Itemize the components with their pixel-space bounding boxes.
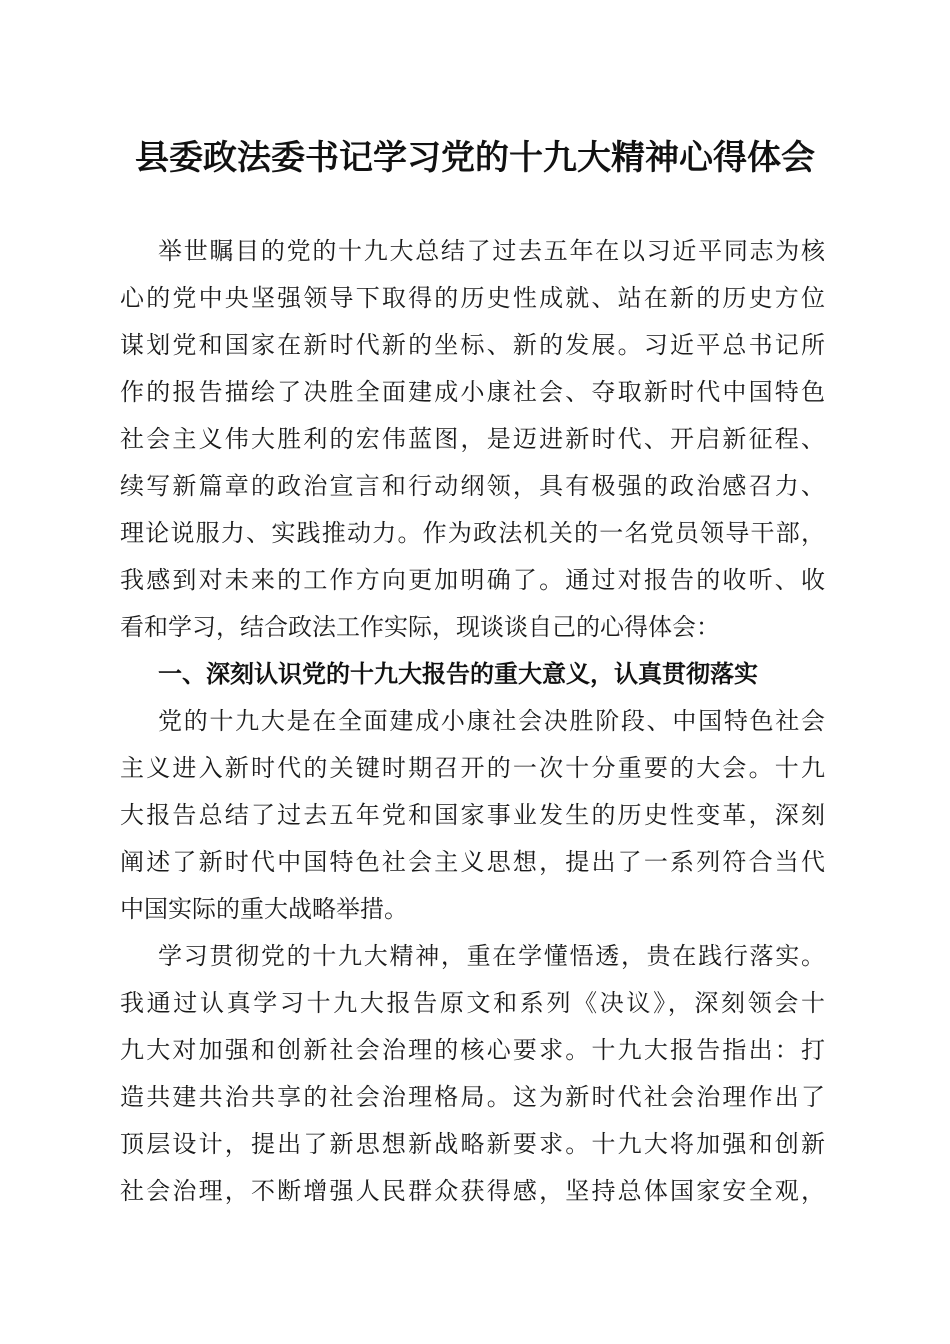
text-line: 作的报告描绘了决胜全面建成小康社会、夺取新时代中国特色: [120, 378, 825, 406]
section-heading: 一、深刻认识党的十九大报告的重大意义，认真贯彻落实: [158, 660, 758, 688]
text-line: 大报告总结了过去五年党和国家事业发生的历史性变革，深刻: [120, 801, 825, 829]
text-line: 社会治理，不断增强人民群众获得感，坚持总体国家安全观，: [120, 1177, 825, 1205]
text-line: 学习贯彻党的十九大精神，重在学懂悟透，贵在践行落实。: [158, 942, 825, 970]
text-line: 看和学习，结合政法工作实际，现谈谈自己的心得体会：: [120, 613, 720, 641]
paragraph-1: [120, 228, 825, 651]
text-line: 心的党中央坚强领导下取得的历史性成就、站在新的历史方位: [120, 284, 825, 312]
text-line: 谋划党和国家在新时代新的坐标、新的发展。习近平总书记所: [120, 331, 825, 359]
text-line: 我通过认真学习十九大报告原文和系列《决议》，深刻领会十: [120, 989, 825, 1017]
paragraph-3: [120, 933, 825, 1215]
text-line: 九大对加强和创新社会治理的核心要求。十九大报告指出：打: [120, 1036, 825, 1064]
text-line: 社会主义伟大胜利的宏伟蓝图，是迈进新时代、开启新征程、: [120, 425, 825, 453]
text-line: 中国实际的重大战略举措。: [120, 895, 408, 923]
document-body: [120, 228, 825, 1215]
text-line: 顶层设计，提出了新思想新战略新要求。十九大将加强和创新: [120, 1130, 825, 1158]
document-title: 县委政法委书记学习党的十九大精神心得体会: [135, 138, 815, 178]
text-line: 造共建共治共享的社会治理格局。这为新时代社会治理作出了: [120, 1083, 825, 1111]
text-line: 续写新篇章的政治宣言和行动纲领，具有极强的政治感召力、: [120, 472, 825, 500]
text-line: 理论说服力、实践推动力。作为政法机关的一名党员领导干部，: [120, 519, 825, 547]
text-line: 举世瞩目的党的十九大总结了过去五年在以习近平同志为核: [158, 237, 825, 265]
text-line: 党的十九大是在全面建成小康社会决胜阶段、中国特色社会: [158, 707, 825, 735]
paragraph-2: [120, 698, 825, 933]
text-line: 阐述了新时代中国特色社会主义思想，提出了一系列符合当代: [120, 848, 825, 876]
text-line: 主义进入新时代的关键时期召开的一次十分重要的大会。十九: [120, 754, 825, 782]
text-line: 我感到对未来的工作方向更加明确了。通过对报告的收听、收: [120, 566, 825, 594]
